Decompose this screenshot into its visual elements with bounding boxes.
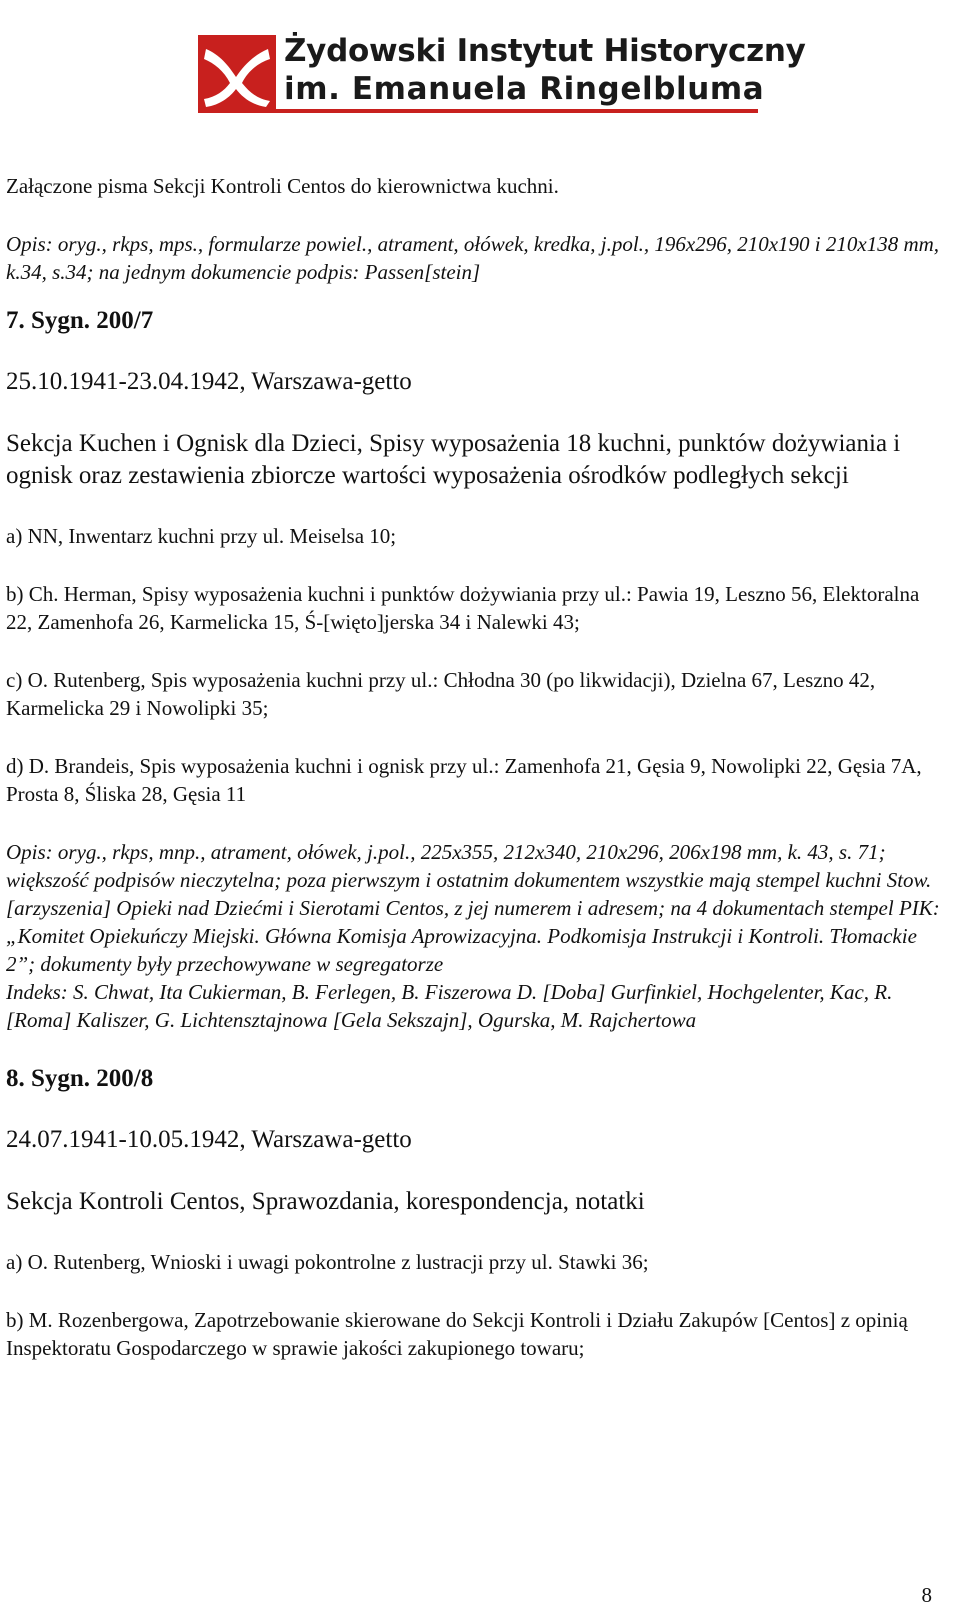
- institute-logo-icon: [198, 35, 276, 113]
- title-8: Sekcja Kontroli Centos, Sprawozdania, korespondencja, notatki: [6, 1188, 645, 1215]
- attached-documents-line: Załączone pisma Sekcji Kontroli Centos do kierownictwa kuchni.: [6, 174, 559, 198]
- logo-underline: [276, 109, 758, 113]
- document-body: [6, 172, 946, 1362]
- description-7: Opis: oryg., rkps, mnp., atrament, ołówek, j.pol., 225x355, 212x340, 210x296, 206x198 mm, k. 43, s. 71; większość podpisów nieczytelna; poza pierwszym i ostatnim dokumentem wszystkie mają stempel kuchni Stow.[arzyszenia] Opieki nad Dziećmi i Sierotami Centos, z jej numerem i adresem; na 4 dokumentach stempel PIK: „Komitet Opiekuńczy Miejski. Główna Komisja Aprowizacyjna. Podkomisja Instrukcji i Kontroli. Tłomackie 2”; dokumenty były przechowywane w segregatorze: [6, 840, 940, 976]
- institute-name-line1: Żydowski Instytut Historyczny: [284, 33, 806, 69]
- date-place-8: 24.07.1941-10.05.1942, Warszawa-getto: [6, 1126, 412, 1153]
- index-7: Indeks: S. Chwat, Ita Cukierman, B. Ferlegen, B. Fiszerowa D. [Doba] Gurfinkiel, Hochgelenter, Kac, R. [Roma] Kaliszer, G. Lichtensztajnowa [Gela Sekszajn], Ogurska, M. Rajchertowa: [6, 980, 893, 1032]
- page-number: 8: [921, 1583, 932, 1607]
- date-place-7: 25.10.1941-23.04.1942, Warszawa-getto: [6, 368, 412, 395]
- item-7d: d) D. Brandeis, Spis wyposażenia kuchni i ognisk przy ul.: Zamenhofa 21, Gęsia 9, Nowolipki 22, Gęsia 7A, Prosta 8, Śliska 28, Gęsia 11: [6, 754, 922, 806]
- signature-heading-7: 7. Sygn. 200/7: [6, 307, 154, 334]
- item-8a: a) O. Rutenberg, Wnioski i uwagi pokontrolne z lustracji przy ul. Stawki 36;: [6, 1250, 649, 1274]
- institute-header: [198, 33, 806, 115]
- institute-name-line2: im. Emanuela Ringelbluma: [284, 71, 765, 107]
- item-8b: b) M. Rozenbergowa, Zapotrzebowanie skierowane do Sekcji Kontroli i Działu Zakupów [Centos] z opinią Inspektoratu Gospodarczego w sprawie jakości zakupionego towaru;: [6, 1308, 908, 1360]
- item-7b: b) Ch. Herman, Spisy wyposażenia kuchni i punktów dożywiania przy ul.: Pawia 19, Leszno 56, Elektoralna 22, Zamenhofa 26, Karmelicka 15, Ś-[więto]jerska 34 i Nalewki 43;: [6, 582, 920, 634]
- item-7a: a) NN, Inwentarz kuchni przy ul. Meiselsa 10;: [6, 524, 397, 548]
- title-7: Sekcja Kuchen i Ognisk dla Dzieci, Spisy wyposażenia 18 kuchni, punktów dożywiania i ognisk oraz zestawienia zbiorcze wartości wyposażenia ośrodków podległych sekcji: [6, 430, 901, 489]
- signature-heading-8: 8. Sygn. 200/8: [6, 1065, 154, 1092]
- item-7c: c) O. Rutenberg, Spis wyposażenia kuchni przy ul.: Chłodna 30 (po likwidacji), Dzielna 67, Leszno 42, Karmelicka 29 i Nowolipki 35;: [6, 668, 876, 720]
- description-7-prev: Opis: oryg., rkps, mps., formularze powiel., atrament, ołówek, kredka, j.pol., 196x296, 210x190 i 210x138 mm, k.34, s.34; na jednym dokumencie podpis: Passen[stein]: [6, 232, 940, 284]
